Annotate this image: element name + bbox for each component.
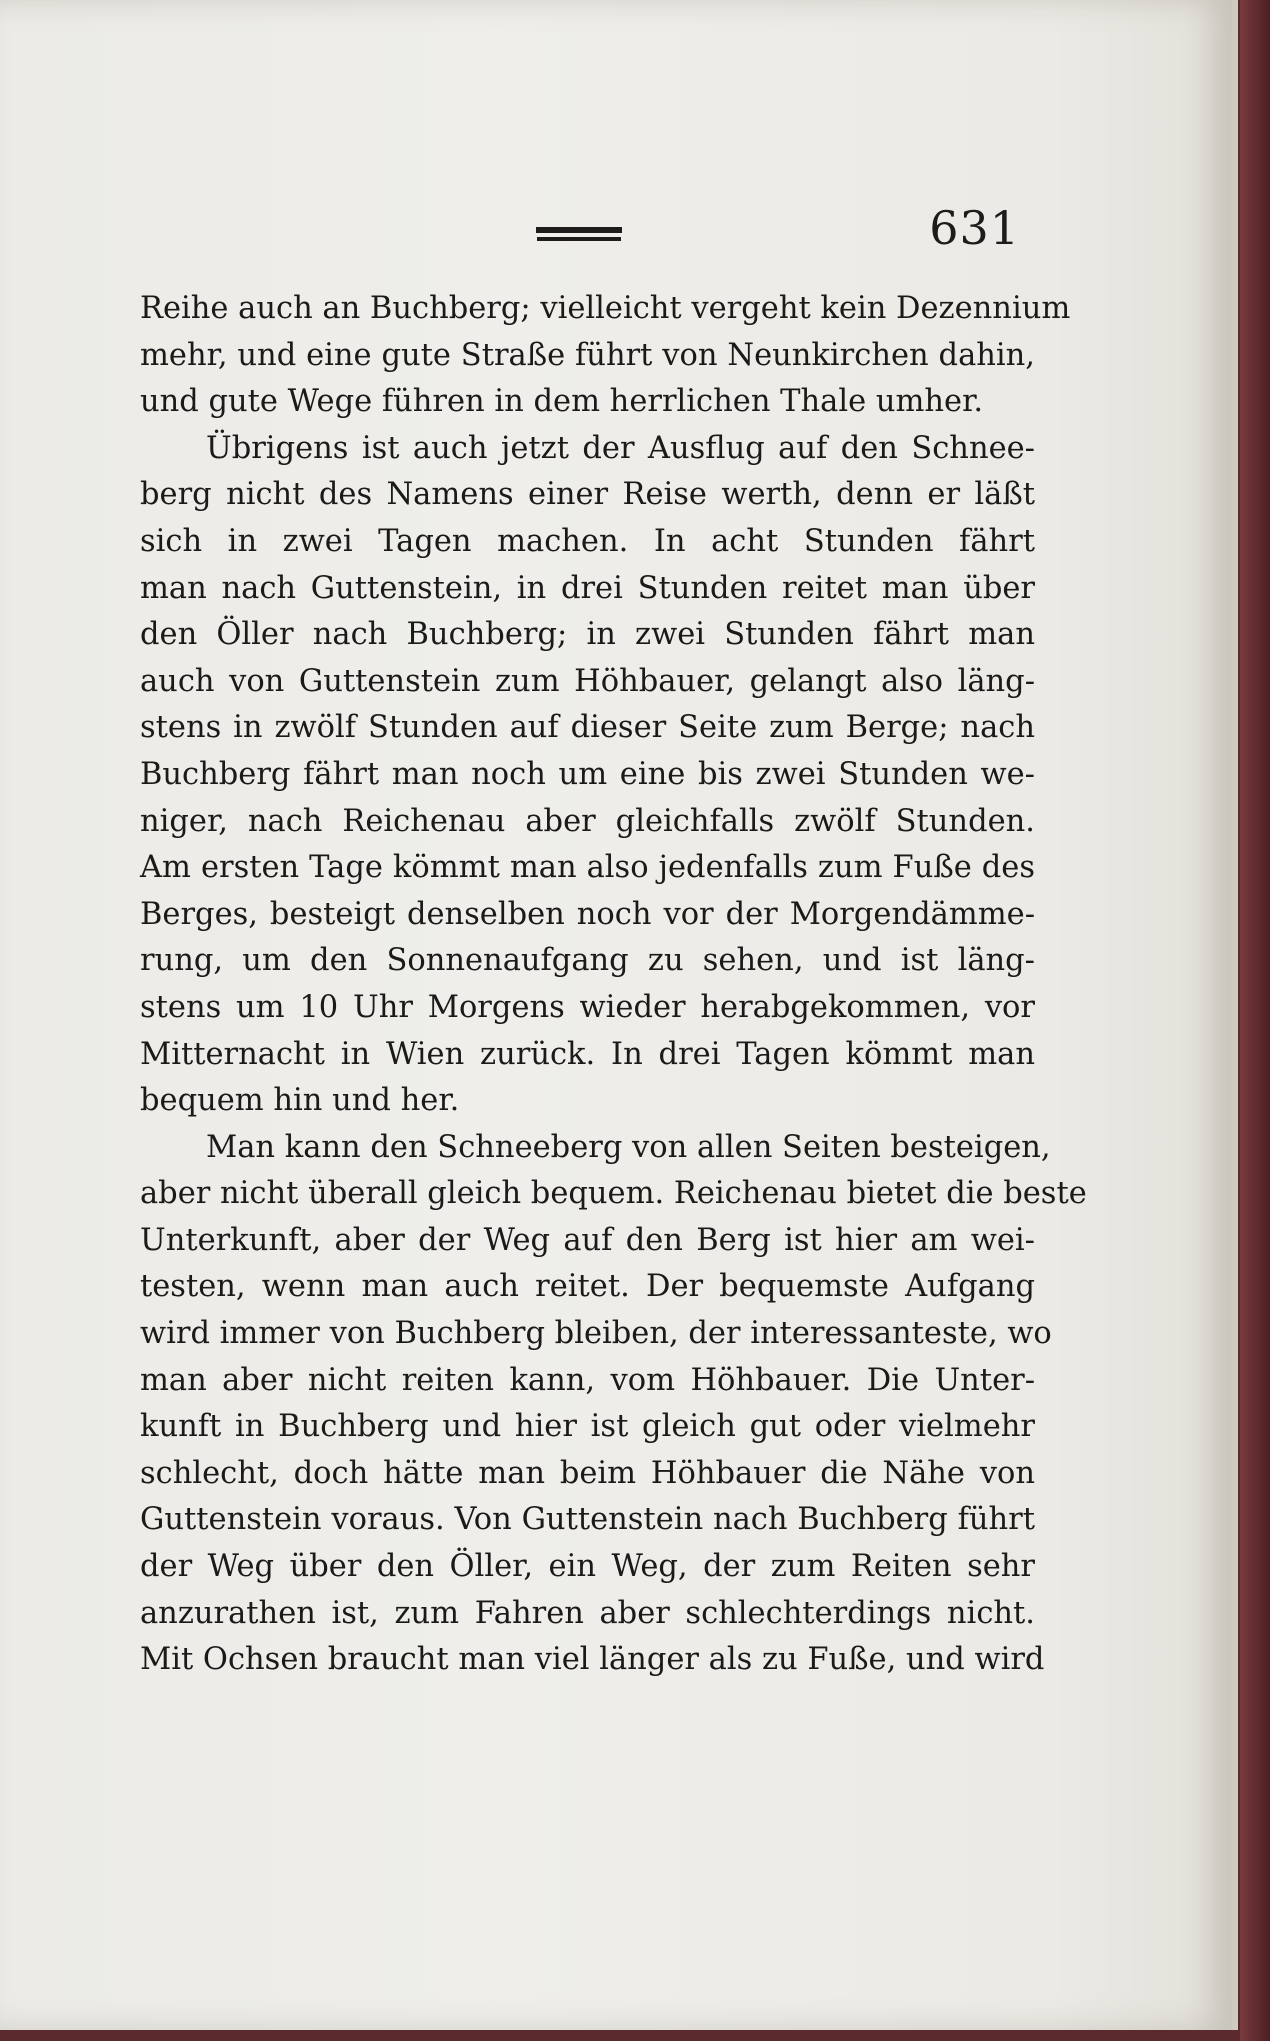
text-line: Mitternacht in Wien zurück. In drei Tagen kömmt man bbox=[140, 1036, 1035, 1072]
text-line: sich in zwei Tagen machen. In acht Stunden fährt bbox=[140, 523, 1035, 559]
text-line: auch von Guttenstein zum Höhbauer, gelangt also läng- bbox=[140, 663, 1035, 699]
text-line: berg nicht des Namens einer Reise werth, denn er läßt bbox=[140, 477, 1035, 513]
text-line: Man kann den Schneeberg von allen Seiten besteigen, bbox=[206, 1129, 1051, 1165]
text-line: mehr, und eine gute Straße führt von Neunkirchen dahin, bbox=[140, 337, 1035, 373]
text-line: und gute Wege führen in dem herrlichen Thale umher. bbox=[140, 384, 984, 420]
header-rule bbox=[536, 227, 622, 233]
text-line: der Weg über den Öller, ein Weg, der zum Reiten sehr bbox=[140, 1549, 1035, 1585]
text-line: kunft in Buchberg und hier ist gleich gut oder vielmehr bbox=[140, 1409, 1035, 1445]
text-line: testen, wenn man auch reitet. Der bequemste Aufgang bbox=[140, 1269, 1035, 1305]
text-line: rung, um den Sonnenaufgang zu sehen, und ist läng- bbox=[140, 943, 1035, 979]
text-line: Berges, besteigt denselben noch vor der Morgendämme- bbox=[140, 896, 1035, 932]
text-line: Buchberg fährt man noch um eine bis zwei Stunden we- bbox=[140, 756, 1035, 792]
text-line: den Öller nach Buchberg; in zwei Stunden fährt man bbox=[140, 617, 1035, 653]
text-line: Reihe auch an Buchberg; vielleicht vergeht kein Dezennium bbox=[140, 291, 1071, 326]
text-line: stens in zwölf Stunden auf dieser Seite zum Berge; nach bbox=[140, 710, 1035, 746]
text-line: schlecht, doch hätte man beim Höhbauer die Nähe von bbox=[140, 1455, 1035, 1491]
text-line: anzurathen ist, zum Fahren aber schlechterdings nicht. bbox=[140, 1595, 1035, 1631]
text-line: Am ersten Tage kömmt man also jedenfalls zum Fuße des bbox=[140, 850, 1035, 886]
text-line: Unterkunft, aber der Weg auf den Berg ist hier am wei- bbox=[140, 1222, 1035, 1258]
text-line: man nach Guttenstein, in drei Stunden reitet man über bbox=[140, 570, 1035, 606]
page-header bbox=[140, 201, 1020, 255]
text-line: stens um 10 Uhr Morgens wieder herabgekommen, vor bbox=[140, 989, 1035, 1025]
text-line: Mit Ochsen braucht man viel länger als zu Fuße, und wird bbox=[140, 1642, 1045, 1678]
text-line: Guttenstein voraus. Von Guttenstein nach Buchberg führt bbox=[140, 1502, 1035, 1538]
book-cover-edge bbox=[1240, 0, 1270, 2041]
text-line: bequem hin und her. bbox=[140, 1083, 460, 1119]
text-line: niger, nach Reichenau aber gleichfalls zwölf Stunden. bbox=[140, 803, 1035, 839]
text-line: man aber nicht reiten kann, vom Höhbauer. Die Unter- bbox=[140, 1362, 1035, 1398]
page-number: 631 bbox=[929, 201, 1020, 255]
text-line: aber nicht überall gleich bequem. Reichenau bietet die beste bbox=[140, 1176, 1087, 1212]
text-line: wird immer von Buchberg bleiben, der interessanteste, wo bbox=[140, 1316, 1052, 1352]
text-line: Übrigens ist auch jetzt der Ausflug auf den Schnee- bbox=[206, 430, 1035, 466]
body-text bbox=[140, 286, 1087, 1684]
